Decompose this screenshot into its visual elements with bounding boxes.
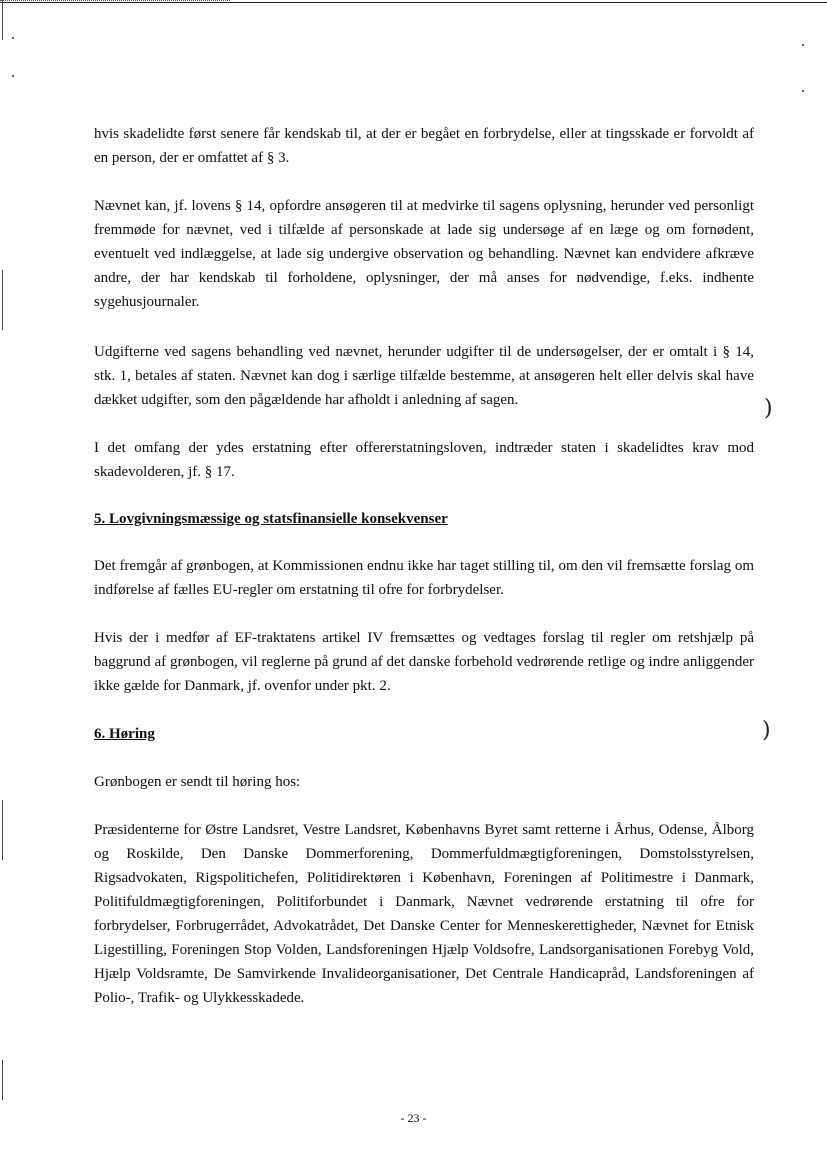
scan-speck — [802, 44, 804, 46]
page-number: - 23 - — [400, 1111, 427, 1125]
paragraph-indtraeder: I det omfang der ydes erstatning efter offererstatningsloven, indtræder staten i skadelidtes krav mod skadevolderen, jf. § 17. — [94, 440, 754, 480]
paragraph-ef-traktat: Hvis der i medfør af EF-traktatens artikel IV fremsættes og vedtages forslag til regler om retshjælp på baggrund af grønbogen, vil reglerne på grund af det danske forbehold vedrørende retlige og indre anliggender ikke gælde for Danmark, jf. ovenfor under pkt. 2. — [94, 630, 754, 694]
section-heading-hoering: 6. Høring — [94, 726, 155, 742]
section-heading-konsekvenser: 5. Lovgivningsmæssige og statsfinansielle konsekvenser — [94, 511, 448, 527]
scan-speck — [802, 90, 804, 92]
paragraph-sendt-til-hoering: Grønbogen er sendt til høring hos: — [94, 774, 301, 790]
punch-hole-mark: ) — [762, 718, 771, 743]
punch-hole-mark: ) — [764, 396, 773, 421]
paragraph-udgifter: Udgifterne ved sagens behandling ved nævnet, herunder udgifter til de undersøgelser, der er omtalt i § 14, stk. 1, betales af staten. Nævnet kan dog i særlige tilfælde bestemme, at ansøgeren helt eller delvis skal have dækket udgifter, som den pågældende har afholdt i anledning af sagen. — [94, 344, 754, 408]
left-scan-edge — [2, 0, 3, 40]
scan-speck — [12, 37, 14, 39]
left-scan-edge — [2, 1060, 3, 1100]
paragraph-groenbogen: Det fremgår af grønbogen, at Kommissionen endnu ikke har taget stilling til, om den vil fremsætte forslag om indførelse af fælles EU-regler om erstatning til ofre for forbrydelser. — [94, 558, 754, 598]
paragraph-naevnet-oplysning: Nævnet kan, jf. lovens § 14, opfordre ansøgeren til at medvirke til sagens oplysning, herunder ved personligt fremmøde for nævnet, ved i tilfælde af personskade at lade sig undersøge af en læge og om fornødent, eventuelt ved indlæggelse, at lade sig undergive observation og behandling. Nævnet kan endvidere afkræve andre, der har kendskab til forholdene, oplysninger, der må anses for nødvendige, f.eks. indhente sygehusjournaler. — [94, 198, 754, 310]
paragraph-hoeringsparter: Præsidenterne for Østre Landsret, Vestre Landsret, Københavns Byret samt retterne i Århus, Odense, Ålborg og Roskilde, Den Danske Dommerforening, Dommerfuldmægtigforeningen, Domstolsstyrelsen, Rigsadvokaten, Rigspolitichefen, Politidirektøren i København, Foreningen af Politimestre i Danmark, Politifuldmægtigforeningen, Politiforbundet i Danmark, Nævnet vedrørende erstatning til ofre for forbrydelser, Forbrugerrådet, Advokatrådet, Det Danske Center for Menneskerettigheder, Nævnet for Etnisk Ligestilling, Foreningen Stop Volden, Landsforeningen Hjælp Voldsofre, Landsorganisationen Forebyg Vold, Hjælp Voldsramte, De Samvirkende Invalideorganisationer, Det Centrale Handicapråd, Landsforeningen af Polio-, Trafik- og Ulykkesskadede. — [94, 822, 754, 1006]
left-scan-edge — [2, 800, 3, 860]
scan-speck — [12, 75, 14, 77]
left-scan-edge — [2, 270, 3, 330]
top-scan-dots — [0, 0, 230, 4]
paragraph-skadelidte: hvis skadelidte først senere får kendskab til, at der er begået en forbrydelse, eller at tingsskade er forvoldt af en person, der er omfattet af § 3. — [94, 126, 754, 166]
